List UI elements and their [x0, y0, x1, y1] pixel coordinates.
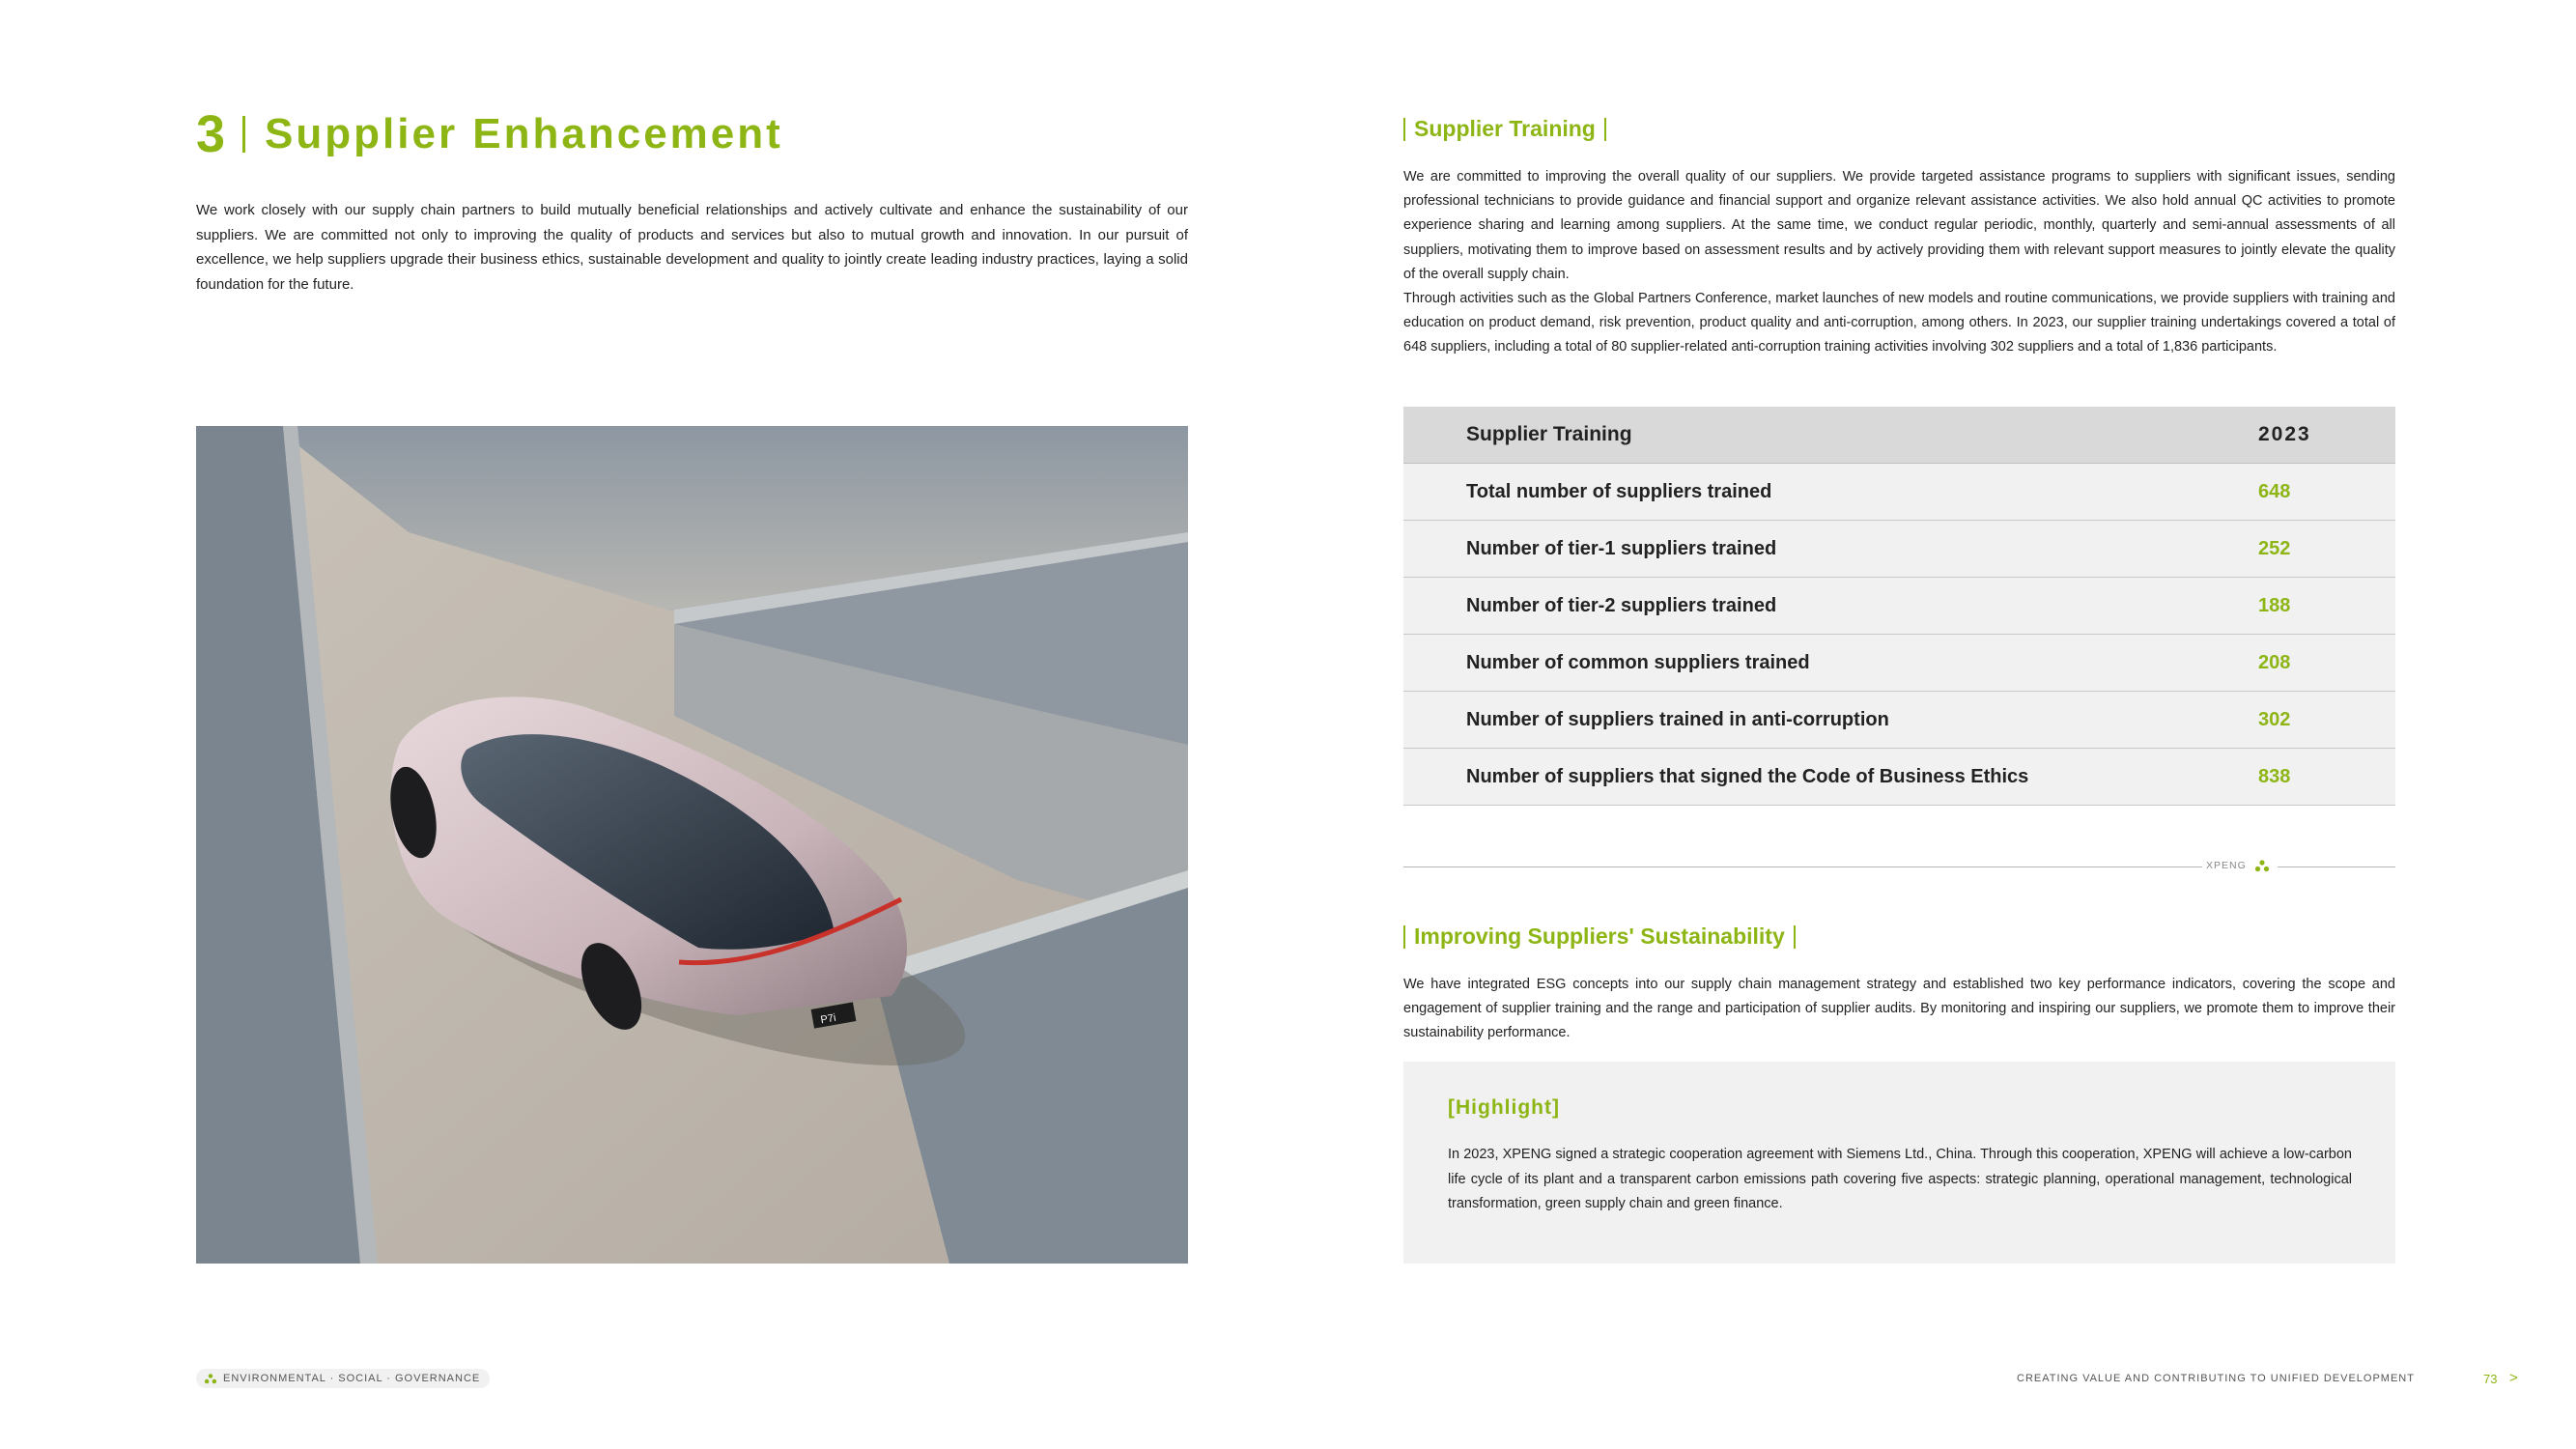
section-number: 3	[196, 105, 226, 163]
table-row-value: 252	[2258, 537, 2291, 559]
section-intro: We work closely with our supply chain partners to build mutually beneficial relationships and actively cultivate and enhance the sustainability of our suppliers. We are committed not only to improving the quality of products and services but also to mutual growth and innovation. In our pursuit of excellence, we help suppliers upgrade their business ethics, sustainable development and quality to jointly create leading industry practices, laying a solid foundation for the future.	[196, 202, 1188, 293]
supplier-training-body	[1403, 165, 2395, 360]
table-header-label: Supplier Training	[1466, 423, 1632, 445]
xpeng-logo-icon	[204, 1373, 217, 1384]
supplier-training-heading	[1403, 116, 1606, 142]
table-row-value: 302	[2258, 708, 2291, 730]
car-photo	[196, 426, 1188, 1264]
table-row-label: Number of suppliers trained in anti-corruption	[1466, 708, 1889, 730]
table-row	[1403, 692, 2395, 749]
page-number: 73	[2483, 1372, 2498, 1386]
footer-esg-tag	[196, 1369, 490, 1388]
table-row	[1403, 749, 2395, 806]
footer-right-text: CREATING VALUE AND CONTRIBUTING TO UNIFIED DEVELOPMENT	[2017, 1373, 2415, 1384]
xpeng-logo-icon	[2254, 859, 2270, 872]
table-row-value: 208	[2258, 651, 2291, 673]
table-row-value: 838	[2258, 765, 2291, 787]
table-row-label: Total number of suppliers trained	[1466, 480, 1772, 502]
table-row-label: Number of tier-2 suppliers trained	[1466, 594, 1777, 616]
section-title-text: Supplier Enhancement	[265, 110, 783, 157]
section-title	[196, 105, 783, 163]
plate-text: P7i	[819, 1011, 837, 1027]
improving-heading-text: Improving Suppliers' Sustainability	[1414, 923, 1785, 949]
next-page-icon[interactable]: >	[2509, 1370, 2518, 1386]
table-row	[1403, 635, 2395, 692]
table-row	[1403, 578, 2395, 635]
improving-heading	[1403, 923, 1796, 950]
table-row-label: Number of suppliers that signed the Code of Business Ethics	[1466, 765, 2029, 787]
table-row-value: 188	[2258, 594, 2291, 616]
supplier-training-heading-text: Supplier Training	[1414, 116, 1596, 141]
footer-left-text: ENVIRONMENTAL · SOCIAL · GOVERNANCE	[223, 1373, 481, 1384]
table-header	[1403, 407, 2395, 464]
supplier-training-para-2: Through activities such as the Global Partners Conference, market launches of new models and routine communications, we provide suppliers with training and education on product demand, risk prevention, product quality and anti-corruption, among others. In 2023, our supplier training undertakings covered a total of 648 suppliers, including a total of 80 supplier-related anti-corruption training activities involving 302 suppliers and a total of 1,836 participants.	[1403, 291, 2395, 355]
brand-mark	[2206, 859, 2270, 872]
improving-body: We have integrated ESG concepts into our supply chain management strategy and established two key performance indicators, covering the scope and engagement of supplier training and the range and participation of supplier audits. By monitoring and inspiring our suppliers, we promote them to improve their sustainability performance.	[1403, 977, 2395, 1041]
supplier-training-para-1: We are committed to improving the overall quality of our suppliers. We provide targeted assistance programs to suppliers with significant issues, sending professional technicians to provide guidance and financial support and organize relevant assistance activities. We also hold annual QC activities to promote experience sharing and learning among suppliers. At the same time, we conduct regular periodic, monthly, quarterly and semi-annual assessments of all suppliers, motivating them to improve based on assessment results and by actively providing them with relevant support measures to jointly elevate the quality of the overall supply chain.	[1403, 169, 2395, 282]
table-row-label: Number of tier-1 suppliers trained	[1466, 537, 1777, 559]
table-row	[1403, 464, 2395, 521]
title-separator	[242, 116, 245, 153]
highlight-text: In 2023, XPENG signed a strategic cooperation agreement with Siemens Ltd., China. Through this cooperation, XPENG will achieve a low-carbon life cycle of its plant and a transparent carbon emissions path covering five aspects: strategic planning, operational management, technological transformation, green supply chain and green finance.	[1448, 1147, 2352, 1211]
table-row	[1403, 521, 2395, 578]
brand-name: XPENG	[2206, 860, 2247, 871]
supplier-training-table	[1403, 407, 2395, 806]
car-illustration	[196, 426, 1188, 1264]
highlight-title: [Highlight]	[1448, 1096, 1560, 1119]
highlight-box	[1403, 1062, 2395, 1264]
table-header-year: 2023	[2258, 423, 2311, 445]
table-row-label: Number of common suppliers trained	[1466, 651, 1810, 673]
table-row-value: 648	[2258, 480, 2291, 502]
